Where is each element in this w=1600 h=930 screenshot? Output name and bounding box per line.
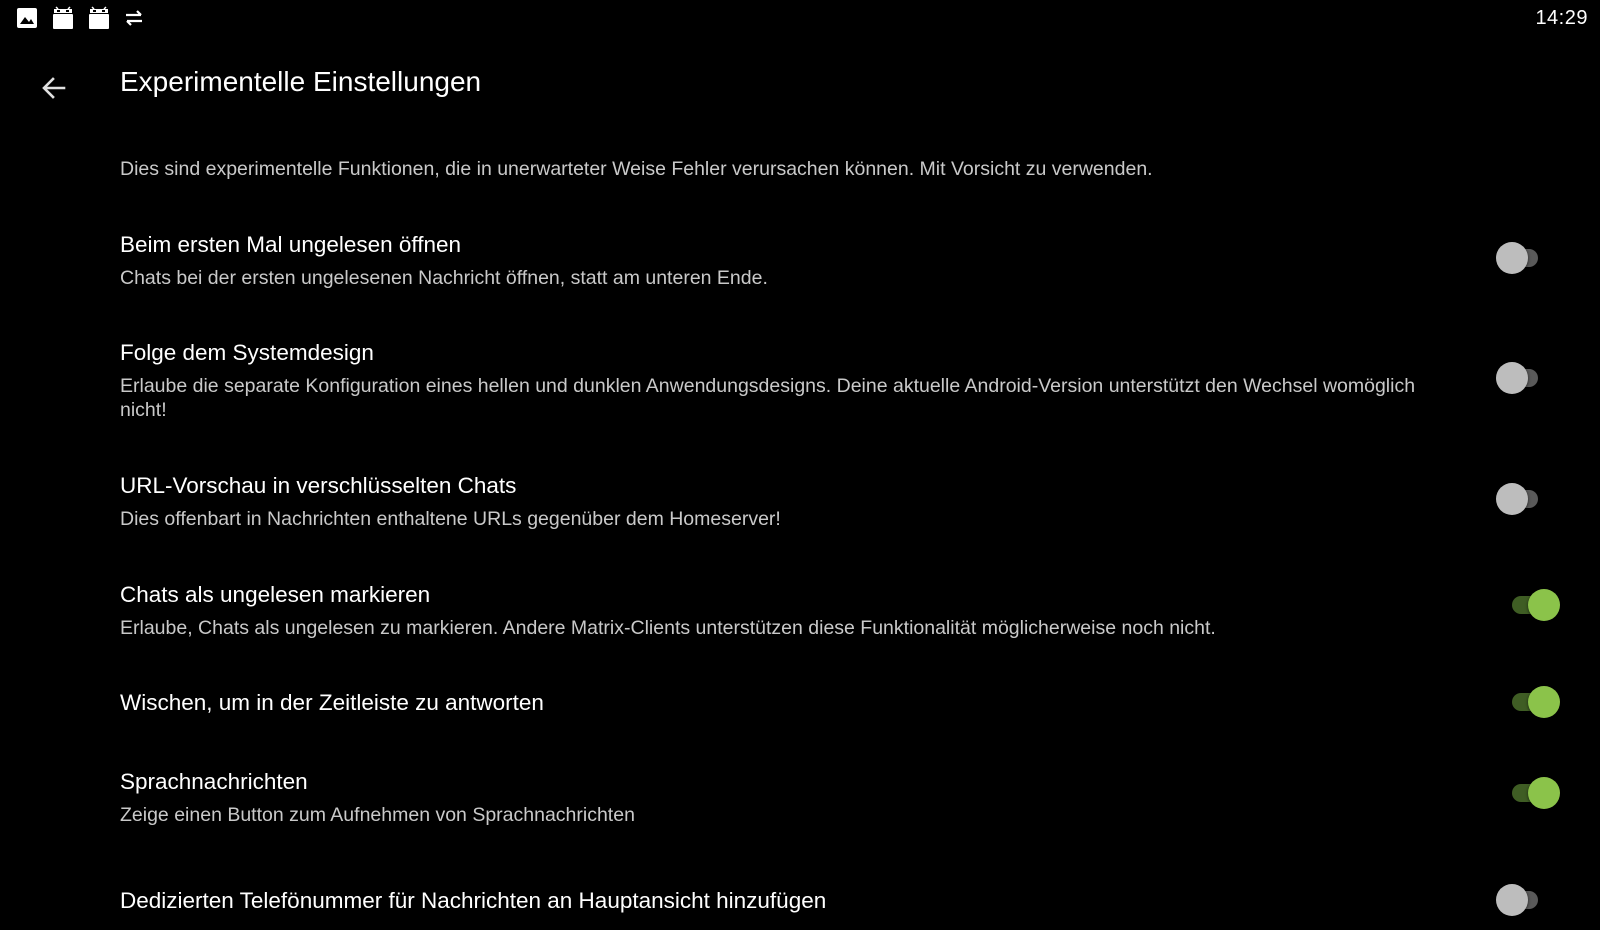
app-bar xyxy=(0,48,1600,120)
setting-description: Zeige einen Button zum Aufnehmen von Sprachnachrichten xyxy=(120,804,635,826)
setting-url-preview-encrypted[interactable] xyxy=(0,473,1600,545)
toggle-switch[interactable] xyxy=(1500,362,1562,394)
setting-open-at-first-unread[interactable] xyxy=(0,232,1600,304)
toggle-switch[interactable] xyxy=(1500,777,1562,809)
setting-description: Erlaube die separate Konfiguration eines hellen und dunklen Anwendungsdesigns. Deine aktuelle Android-Version unterstützt den Wechsel womöglich nicht! xyxy=(120,375,1416,421)
status-bar xyxy=(0,0,1600,36)
setting-follow-system-design[interactable] xyxy=(0,340,1600,440)
switch-thumb xyxy=(1496,242,1528,274)
switch-thumb xyxy=(1528,686,1560,718)
setting-title: Dedizierten Telefönummer für Nachrichten an Hauptansicht hinzufügen xyxy=(120,888,827,913)
setting-voice-messages[interactable] xyxy=(0,769,1600,841)
setting-swipe-to-reply[interactable] xyxy=(0,690,1600,740)
sync-arrows-icon xyxy=(124,8,144,28)
setting-description: Dies offenbart in Nachrichten enthaltene URLs gegenüber dem Homeserver! xyxy=(120,508,781,530)
switch-thumb xyxy=(1528,777,1560,809)
arrow-back-icon xyxy=(40,74,68,102)
android-icon xyxy=(88,6,110,30)
setting-title: Wischen, um in der Zeitleiste zu antworten xyxy=(120,690,544,715)
setting-title: Chats als ungelesen markieren xyxy=(120,582,431,607)
toggle-switch[interactable] xyxy=(1500,686,1562,718)
setting-title: Folge dem Systemdesign xyxy=(120,340,374,365)
setting-partially-visible[interactable] xyxy=(0,890,1600,930)
status-icons xyxy=(16,6,144,30)
image-icon xyxy=(16,7,38,29)
toggle-switch[interactable] xyxy=(1500,242,1562,274)
toggle-switch[interactable] xyxy=(1500,589,1562,621)
setting-title: Sprachnachrichten xyxy=(120,769,308,794)
back-button[interactable] xyxy=(34,68,74,108)
switch-thumb xyxy=(1496,483,1528,515)
intro-text: Dies sind experimentelle Funktionen, die in unerwarteter Weise Fehler verursachen können. Mit Vorsicht zu verwenden. xyxy=(120,158,1153,180)
switch-thumb xyxy=(1496,884,1528,916)
setting-mark-chats-unread[interactable] xyxy=(0,582,1600,654)
setting-description: Erlaube, Chats als ungelesen zu markieren. Andere Matrix-Clients unterstützen diese Funktionalität möglicherweise noch nicht. xyxy=(120,617,1216,639)
status-clock: 14:29 xyxy=(1535,7,1588,29)
switch-thumb xyxy=(1528,589,1560,621)
setting-description: Chats bei der ersten ungelesenen Nachricht öffnen, statt am unteren Ende. xyxy=(120,267,768,289)
setting-title: URL-Vorschau in verschlüsselten Chats xyxy=(120,473,517,498)
toggle-switch[interactable] xyxy=(1500,884,1562,916)
setting-title: Beim ersten Mal ungelesen öffnen xyxy=(120,232,462,257)
page-title: Experimentelle Einstellungen xyxy=(120,66,482,97)
android-icon xyxy=(52,6,74,30)
toggle-switch[interactable] xyxy=(1500,483,1562,515)
switch-thumb xyxy=(1496,362,1528,394)
